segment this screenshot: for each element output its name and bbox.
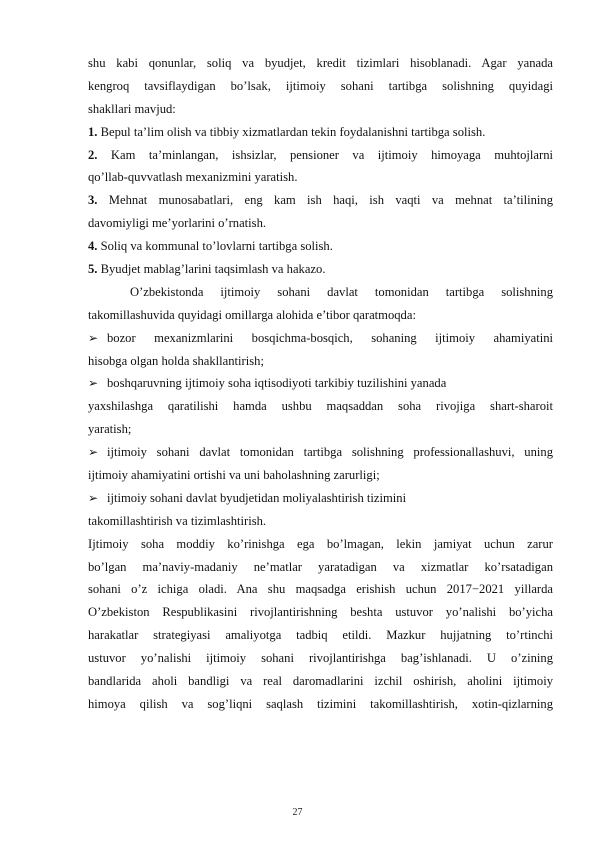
bullet-text: ijtimoiy sohani davlat tomonidan tartibga solishning professionallashuvi, uning	[107, 445, 553, 460]
list-item	[88, 189, 553, 212]
bullet-continuation: ijtimoiy ahamiyatini ortishi va uni baholashning zarurligi;	[88, 468, 380, 483]
bullet-item	[88, 372, 553, 395]
document-page	[88, 52, 553, 716]
item-number: 1.	[88, 124, 98, 139]
list-item	[88, 258, 553, 281]
text-line: bo’lgan ma’naviy-madaniy ne’matlar yaratadigan va xizmatlar ko’rsatadigan	[88, 559, 553, 574]
bullet-continuation: hisobga olgan holda shakllantirish;	[88, 353, 264, 368]
text-line: O’zbekiston Respublikasini rivojlantirishning beshta ustuvor yo’nalishi bo’yicha	[88, 605, 553, 620]
text-line: Ijtimoiy soha moddiy ko’rinishga ega bo’lmagan, lekin jamiyat uchun zarur	[88, 536, 553, 551]
bullet-item	[88, 441, 553, 464]
bullet-item	[88, 487, 553, 510]
bullet-continuation: takomillashtirish va tizimlashtirish.	[88, 513, 267, 528]
item-text: Kam ta’minlangan, ishsizlar, pensioner va ijtimoiy himoyaga muhtojlarni	[97, 147, 553, 162]
item-number: 3.	[88, 193, 98, 208]
arrow-bullet-icon: ➢	[88, 490, 99, 505]
arrow-bullet-icon: ➢	[88, 376, 99, 391]
text-line: kengroq tavsiflaydigan bo’lsak, ijtimoiy sohani tartibga solishning quyidagi	[88, 78, 553, 93]
text-line: O’zbekistonda ijtimoiy sohani davlat tomonidan tartibga solishning	[130, 284, 553, 299]
text-line: harakatlar strategiyasi amaliyotga tadbiq etildi. Mazkur hujjatning to’rtinchi	[88, 628, 553, 643]
bullet-continuation: yaxshilashga qaratilishi hamda ushbu maqsaddan soha rivojiga shart-sharoit	[88, 399, 553, 414]
bullet-item	[88, 327, 553, 350]
arrow-bullet-icon: ➢	[88, 445, 99, 460]
item-text: Byudjet mablag’larini taqsimlash va hakazo.	[97, 262, 326, 277]
list-item	[88, 121, 553, 144]
bullet-text: ijtimoiy sohani davlat byudjetidan moliyalashtirish tizimini	[107, 490, 407, 505]
list-item	[88, 144, 553, 167]
item-number: 4.	[88, 239, 98, 254]
text-line: shakllari mavjud:	[88, 101, 176, 116]
text-line: shu kabi qonunlar, soliq va byudjet, kredit tizimlari hisoblanadi. Agar yanada	[88, 56, 553, 70]
item-number: 2.	[88, 147, 98, 162]
bullet-continuation: yaratish;	[88, 422, 132, 437]
text-line: takomillashuvida quyidagi omillarga alohida e’tibor qaratmoqda:	[88, 307, 416, 322]
item-text: Soliq va kommunal to’lovlarni tartibga solish.	[97, 239, 333, 254]
arrow-bullet-icon: ➢	[88, 330, 99, 345]
text-line: sohani o’z ichiga oladi. Ana shu maqsadga erishish uchun 2017−2021 yillarda	[88, 582, 553, 597]
list-item-continuation: qo’llab-quvvatlash mexanizmini yaratish.	[88, 170, 298, 185]
page-number: 27	[292, 807, 303, 818]
bullet-text: boshqaruvning ijtimoiy soha iqtisodiyoti tarkibiy tuzilishini yanada	[107, 376, 447, 391]
text-line: ustuvor yo’nalishi ijtimoiy sohani rivojlantirishga bag’ishlanadi. U o’zining	[88, 651, 553, 666]
text-line: himoya qilish va sog’liqni saqlash tizimini takomillashtirish, xotin-qizlarning	[88, 696, 553, 711]
item-number: 5.	[88, 262, 98, 277]
list-item	[88, 235, 553, 258]
item-text: Bepul ta’lim olish va tibbiy xizmatlardan tekin foydalanishni tartibga solish.	[97, 124, 486, 139]
item-text: Mehnat munosabatlari, eng kam ish haqi, ish vaqti va mehnat ta’tilining	[97, 193, 553, 208]
bullet-text: bozor mexanizmlarini bosqichma-bosqich, sohaning ijtimoiy ahamiyatini	[107, 330, 553, 345]
text-line: bandlarida aholi bandligi va real daromadlarini izchil oshirish, aholini ijtimoiy	[88, 674, 553, 689]
list-item-continuation: davomiyligi me’yorlarini o’rnatish.	[88, 216, 267, 231]
